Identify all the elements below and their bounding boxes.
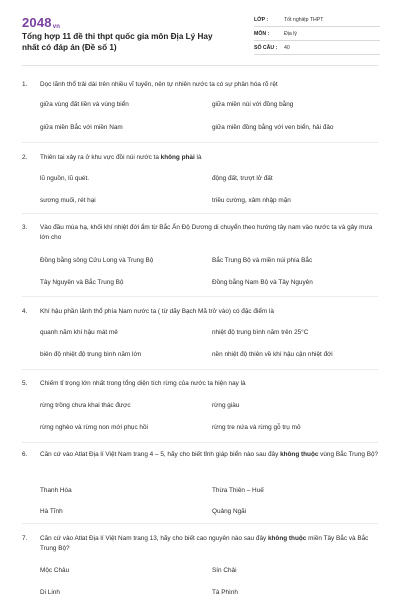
option-d[interactable]: Đồng bằng Nam Bộ và Tây Nguyên	[212, 279, 313, 286]
question-separator	[22, 213, 378, 214]
option-a[interactable]: rừng trồng chưa khai thác được	[40, 402, 131, 409]
document-meta	[254, 14, 380, 56]
meta-subject-row	[254, 28, 380, 41]
stem-text: Căn cứ vào Atlat Địa lí Việt Nam trang 4 – 5, hãy cho biết tỉnh giáp biển nào sau đây	[40, 451, 281, 458]
question-4	[22, 307, 382, 358]
option-d[interactable]: giữa miền đồng bằng với ven biển, hải đảo	[212, 124, 334, 131]
question-number: 5.	[22, 380, 28, 387]
option-c[interactable]: Tây Nguyên và Bắc Trung Bộ	[40, 279, 124, 286]
question-3	[22, 223, 382, 286]
question-6	[22, 450, 382, 515]
option-b[interactable]: Bắc Trung Bộ và miền núi phía Bắc	[212, 257, 313, 264]
question-stem	[22, 534, 382, 555]
option-b[interactable]: động đất, trượt lở đất	[212, 175, 273, 182]
option-d[interactable]: Tà Phình	[212, 589, 238, 596]
meta-label: MÔN :	[254, 31, 270, 37]
meta-value: 40	[284, 45, 290, 51]
logo-text: 2048	[22, 15, 52, 30]
document-header	[0, 0, 400, 62]
logo-suffix: vn	[52, 24, 61, 30]
meta-value: Địa lý	[284, 31, 297, 37]
option-b[interactable]: rừng giàu	[212, 402, 240, 409]
option-c[interactable]: biên độ nhiệt độ trung bình năm lớn	[40, 351, 142, 358]
meta-value: Tốt nghiệp THPT	[284, 17, 324, 23]
header-divider	[22, 65, 378, 66]
option-d[interactable]: Quảng Ngãi	[212, 508, 247, 515]
stem-text: Thiên tai xảy ra ở khu vực đồi núi nước ta	[40, 154, 161, 161]
option-c[interactable]: rừng nghèo và rừng non mới phục hồi	[40, 424, 148, 431]
question-number: 1.	[22, 81, 28, 88]
option-b[interactable]: Sín Chải	[212, 567, 237, 574]
option-d[interactable]: nền nhiệt độ thiên về khí hậu cận nhiệt đới	[212, 351, 333, 358]
stem-text: Dọc lãnh thổ trải dài trên nhiều vĩ tuyến, nên tự nhiên nước ta có sự phân hóa rõ rệt	[40, 81, 278, 88]
question-stem	[22, 307, 382, 317]
option-c[interactable]: sương muối, rét hại	[40, 197, 96, 204]
stem-text: Vào đầu mùa hạ, khối khí nhiệt đới ẩm từ Bắc Ấn Độ Dương di chuyển theo hướng tây nam vào nước ta và gây mưa lớn cho	[40, 224, 373, 242]
option-a[interactable]: Mộc Châu	[40, 567, 70, 574]
stem-text: Căn cứ vào Atlat Địa lí Việt Nam trang 13, hãy cho biết cao nguyên nào sau đây	[40, 535, 268, 542]
question-stem	[22, 379, 382, 389]
question-separator	[22, 369, 378, 370]
meta-label: SỐ CÂU :	[254, 45, 278, 51]
question-1	[22, 80, 382, 131]
stem-bold: không thuộc	[267, 535, 307, 542]
question-5	[22, 379, 382, 431]
question-number: 6.	[22, 451, 28, 458]
option-a[interactable]: quanh năm khí hậu mát mẻ	[40, 329, 118, 336]
question-separator	[22, 142, 378, 143]
option-a[interactable]: Đồng bằng sông Cửu Long và Trung Bộ	[40, 257, 154, 264]
meta-count-row	[254, 42, 380, 55]
question-number: 7.	[22, 535, 28, 542]
option-c[interactable]: giữa miền Bắc với miền Nam	[40, 124, 123, 131]
question-stem	[22, 223, 382, 244]
meta-class-row	[254, 14, 380, 27]
option-c[interactable]: Di Linh	[40, 589, 60, 596]
option-d[interactable]: triều cường, xâm nhập mặn	[212, 197, 291, 204]
stem-text: Chiếm tỉ trọng lớn nhất trong tổng diện tích rừng của nước ta hiện nay là	[40, 380, 246, 387]
question-7	[22, 534, 382, 596]
option-a[interactable]: lũ nguồn, lũ quét.	[40, 175, 90, 182]
stem-tail: là	[194, 154, 202, 161]
question-separator	[22, 442, 378, 443]
option-d[interactable]: rừng tre nứa và rừng gỗ trụ mỏ	[212, 424, 301, 431]
option-b[interactable]: giữa miền núi với đồng bằng	[212, 101, 294, 108]
option-c[interactable]: Hà Tĩnh	[40, 508, 63, 515]
document-title: Tổng hợp 11 đề thi thpt quốc gia môn Địa Lý Hay nhất có đáp án (Đề số 1)	[22, 32, 213, 52]
stem-bold: không phải	[160, 154, 195, 161]
meta-label: LỚP :	[254, 17, 269, 23]
question-stem	[22, 153, 382, 163]
stem-tail: vùng Bắc Trung Bộ?	[318, 451, 379, 458]
question-separator	[22, 523, 378, 524]
question-separator	[22, 296, 378, 297]
stem-tail: miền Tây Bắc và Bắc Trung Bộ?	[40, 535, 369, 553]
question-2	[22, 153, 382, 204]
option-a[interactable]: Thanh Hóa	[40, 487, 72, 494]
question-stem	[22, 450, 382, 460]
site-logo[interactable]	[22, 15, 60, 30]
stem-bold: không thuộc	[280, 451, 319, 458]
option-a[interactable]: giữa vùng đất liền và vùng biển	[40, 101, 129, 108]
question-number: 2.	[22, 154, 28, 161]
option-b[interactable]: nhiệt độ trung bình năm trên 25°C	[212, 329, 309, 336]
question-stem	[22, 80, 382, 90]
option-b[interactable]: Thừa Thiên – Huế	[212, 487, 264, 494]
stem-text: Khí hậu phần lãnh thổ phía Nam nước ta ( từ dãy Bạch Mã trở vào) có đặc điểm là	[40, 308, 274, 315]
question-number: 4.	[22, 308, 28, 315]
question-number: 3.	[22, 224, 28, 231]
